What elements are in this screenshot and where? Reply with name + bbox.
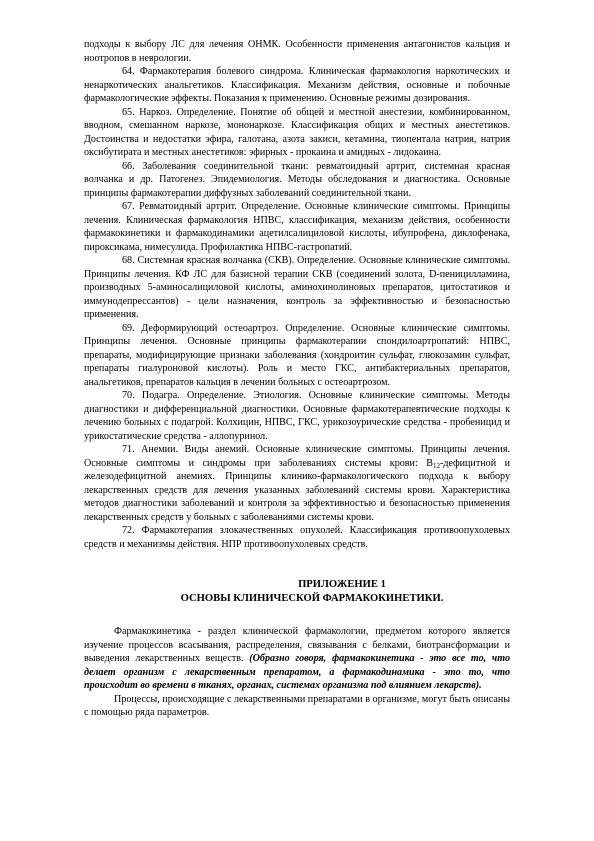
item-68: 68. Системная красная волчанка (СКВ). Определение. Основные клинические симптомы. Принципы лечения. КФ ЛС для базисной терапии СКВ (соединений золота, D-пеницилламина, производных 5-аминосалициловой кислоты, аминохинолиновых препаратов, цитостатиков и иммунодепрессантов) - цели назначения, контроль за эффективностью и безопасностью применения. (84, 255, 510, 320)
appendix-title: ПРИЛОЖЕНИЕ 1 (298, 579, 386, 590)
item-65: 65. Наркоз. Определение. Понятие об общей и местной анестезии, комбинированном, вводном, смешанном наркозе, мононаркозе. Классификация общих и местных анестетиков. Достоинства и недостатки эфира, галотана, азота закиси, кетамина, тиопентала натрия, натрия оксибутирата и местных анестетиков: эфирных - прокаина и амидных - лидокаина. (84, 106, 510, 158)
item-69: 69. Деформирующий остеоартроз. Определение. Основные клинические симптомы. Принципы лечения. Основные принципы фармакотерапии спондилоартропатий: НПВС, препараты, модифицирующие признаки заболевания (хондроитин сульфат, глюкозамин сульфат, препараты гиалуроновой кислоты). Роль и место ГКС, антибактериальных препаратов, анальгетиков, препаратов кальция в лечении больных с остеоартрозом. (84, 322, 510, 388)
item-71-text-b: -дефицитной и железодефицитной анемиях. Принципы клинико-фармакологического подхода к выбору лекарственных средств для лечения указанных заболеваний системы крови. Характеристика методов диагностики заболеваний и контроля за эффективностью и безопасностью применения лекарственных средств у больных с заболеваниями системы крови. (84, 457, 510, 523)
intro-paragraph (84, 625, 510, 693)
item-64: 64. Фармакотерапия болевого синдрома. Клиническая фармакология наркотических и ненаркотических анальгетиков. Классификация. Механизм действия, основные и побочные фармакологические эффекты. Показания к применению. Основные режимы дозирования. (84, 66, 510, 104)
last-paragraph: Процессы, происходящие с лекарственными препаратами в организме, могут быть описаны с помощью ряда параметров. (84, 693, 510, 718)
item-70: 70. Подагра. Определение. Этиология. Основные клинические симптомы. Методы диагностики и дифференциальной диагностики. Основные фармакотерапевтические подходы к лечению больных с подагрой. Колхицин, НПВС, ГКС, урикозоурические средства - пробеницид и урикостатические средства - аллопуринол. (84, 390, 510, 442)
intro-text: Фармакокинетика - раздел клинической фармакологии, предметом которого является изучение процессов всасывания, распределения, связывания с белками, биотрансформации и выведения лекарственных веществ. (84, 626, 510, 664)
item-71-subscript: 12 (432, 461, 440, 470)
item-72: 72. Фармакотерапия злокачественных опухолей. Классификация противоопухолевых средств и механизмы действия. НПР противоопухолевых средств. (84, 525, 510, 550)
document-page (84, 38, 510, 720)
intro-emphasis: (Образно говоря, фармакокинетика - это все то, что делает организм с лекарственным препаратом, а фармакодинамика - это то, что происходит во времени в тканях, органах, системах организма под влиянием лекарств). (84, 653, 510, 691)
item-67: 67. Ревматоидный артрит. Определение. Основные клинические симптомы. Принципы лечения. Клиническая фармакология НПВС, классификация, механизм действия, особенности фармакокинетики и фармакодинамики ацетилсалициловой кислоты, ибупрофена, диклофенака, пироксикама, нимесулида. Профилактика НПВС-гастропатий. (84, 201, 510, 253)
appendix-heading (84, 578, 510, 605)
item-71 (84, 443, 510, 524)
item-66: 66. Заболевания соединительной ткани: ревматоидный артрит, системная красная волчанка и др. Патогенез. Эпидемиология. Методы обследования и диагностика. Основные принципы фармакотерапии диффузных заболеваний соединительной ткани. (84, 160, 510, 199)
paragraph-continuation: подходы к выбору ЛС для лечения ОНМК. Особенности применения антагонистов кальция и ноотропов в неврологии. (84, 39, 510, 64)
appendix-subtitle: ОСНОВЫ КЛИНИЧЕСКОЙ ФАРМАКОКИНЕТИКИ. (180, 592, 444, 604)
item-71-text-a: 71. Анемии. Виды анемий. Основные клинические симптомы. Принципы лечения. Основные симптомы и синдромы при заболеваниях системы крови: В (84, 444, 510, 469)
